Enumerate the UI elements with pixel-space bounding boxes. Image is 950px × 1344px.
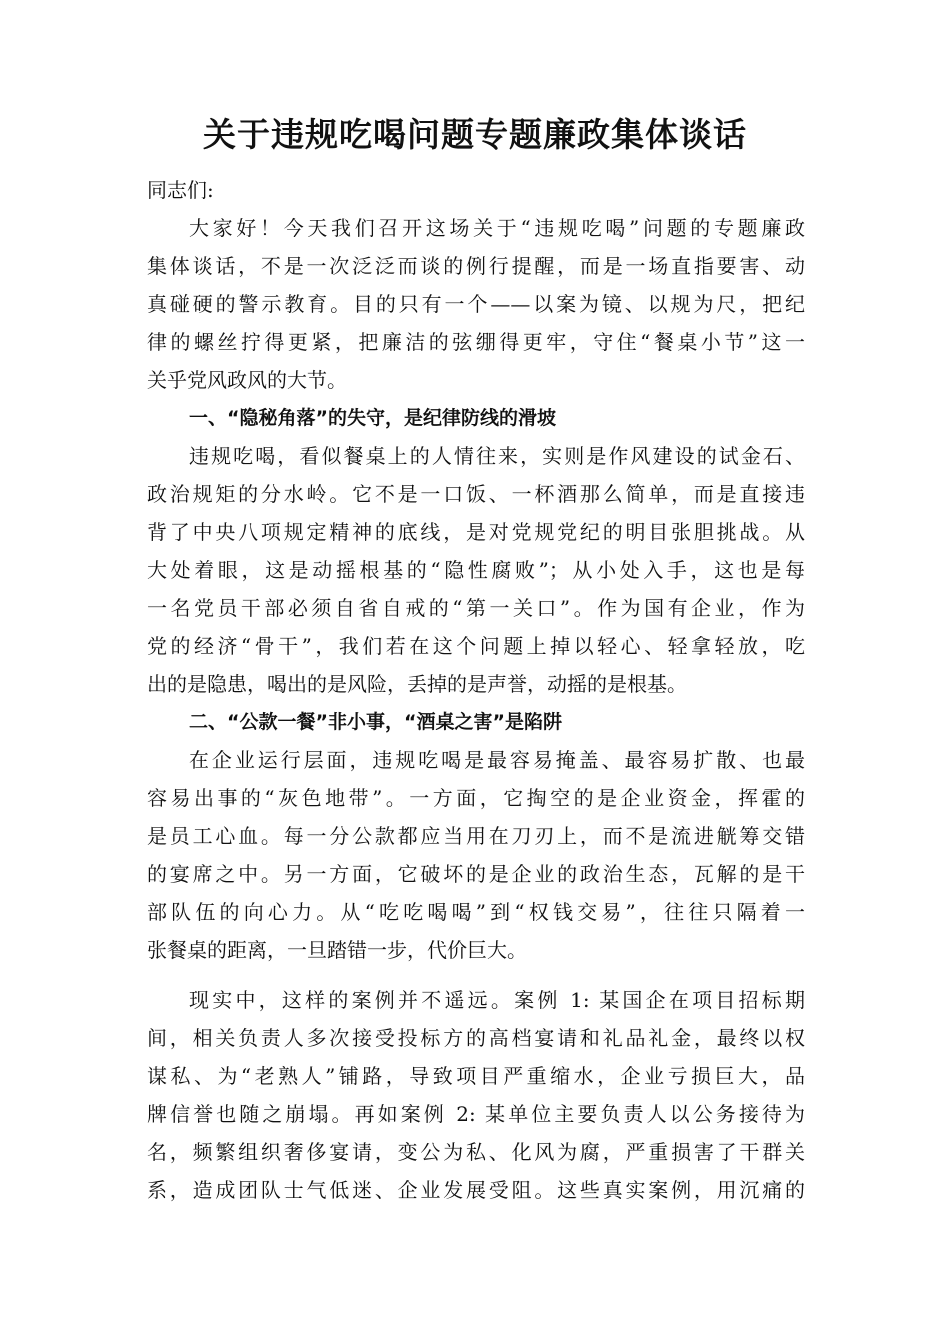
text-line: 出的是隐患，喝出的是风险，丢掉的是声誉，动摇的是根基。 — [147, 672, 687, 696]
text-line: 部队伍的向心力。从“吃吃喝喝”到“权钱交易”，往往只隔着一 — [147, 900, 805, 924]
text-line: 间，相关负责人多次接受投标方的高档宴请和礼品礼金，最终以权 — [147, 1026, 805, 1050]
text-line: 集体谈话，不是一次泛泛而谈的例行提醒，而是一场直指要害、动 — [147, 254, 805, 278]
text-line: 党的经济“骨干”，我们若在这个问题上掉以轻心、轻拿轻放，吃 — [147, 634, 805, 658]
text-line: 牌信誉也随之崩塌。再如案例 2: 某单位主要负责人以公务接待为 — [147, 1102, 805, 1126]
text-line: 张餐桌的距离，一旦踏错一步，代价巨大。 — [147, 938, 527, 962]
text-line: 一名党员干部必须自省自戒的“第一关口”。作为国有企业，作为 — [147, 596, 805, 620]
text-line: 名，频繁组织奢侈宴请，变公为私、化风为腐，严重损害了干群关 — [147, 1140, 805, 1164]
text-line: 系，造成团队士气低迷、企业发展受阻。这些真实案例，用沉痛的 — [147, 1178, 805, 1202]
text-line: 的宴席之中。另一方面，它破坏的是企业的政治生态，瓦解的是干 — [147, 862, 805, 886]
text-line: 是员工心血。每一分公款都应当用在刀刃上，而不是流进觥筹交错 — [147, 824, 805, 848]
document-body — [147, 171, 805, 1209]
text-line: 容易出事的“灰色地带”。一方面，它掏空的是企业资金，挥霍的 — [147, 786, 805, 810]
paragraph-section-2 — [147, 741, 805, 969]
paragraph-intro — [147, 209, 805, 399]
section-heading-2: 二、“公款一餐”非小事，“酒桌之害”是陷阱 — [189, 711, 562, 733]
text-line: 背了中央八项规定精神的底线，是对党规党纪的明目张胆挑战。从 — [147, 520, 805, 544]
text-line: 在企业运行层面，违规吃喝是最容易掩盖、最容易扩散、也最 — [189, 748, 805, 772]
paragraph-cases — [147, 981, 805, 1209]
section-heading-1: 一、“隐秘角落”的失守，是纪律防线的滑坡 — [189, 407, 556, 429]
text-line: 现实中，这样的案例并不遥远。案例 1: 某国企在项目招标期 — [189, 988, 805, 1012]
text-line: 关乎党风政风的大节。 — [147, 368, 347, 392]
text-line: 大处着眼，这是动摇根基的“隐性腐败”；从小处入手，这也是每 — [147, 558, 805, 582]
text-line: 律的螺丝拧得更紧，把廉洁的弦绷得更牢，守住“餐桌小节”这一 — [147, 330, 805, 354]
text-line: 真碰硬的警示教育。目的只有一个——以案为镜、以规为尺，把纪 — [147, 292, 805, 316]
salutation: 同志们: — [147, 178, 214, 202]
text-line: 谋私、为“老熟人”铺路，导致项目严重缩水，企业亏损巨大，品 — [147, 1064, 805, 1088]
text-line: 大家好！今天我们召开这场关于“违规吃喝”问题的专题廉政 — [189, 216, 805, 240]
text-line: 政治规矩的分水岭。它不是一口饭、一杯酒那么简单，而是直接违 — [147, 482, 805, 506]
text-line: 违规吃喝，看似餐桌上的人情往来，实则是作风建设的试金石、 — [189, 444, 805, 468]
document-title: 关于违规吃喝问题专题廉政集体谈话 — [203, 115, 747, 154]
paragraph-section-1 — [147, 437, 805, 703]
